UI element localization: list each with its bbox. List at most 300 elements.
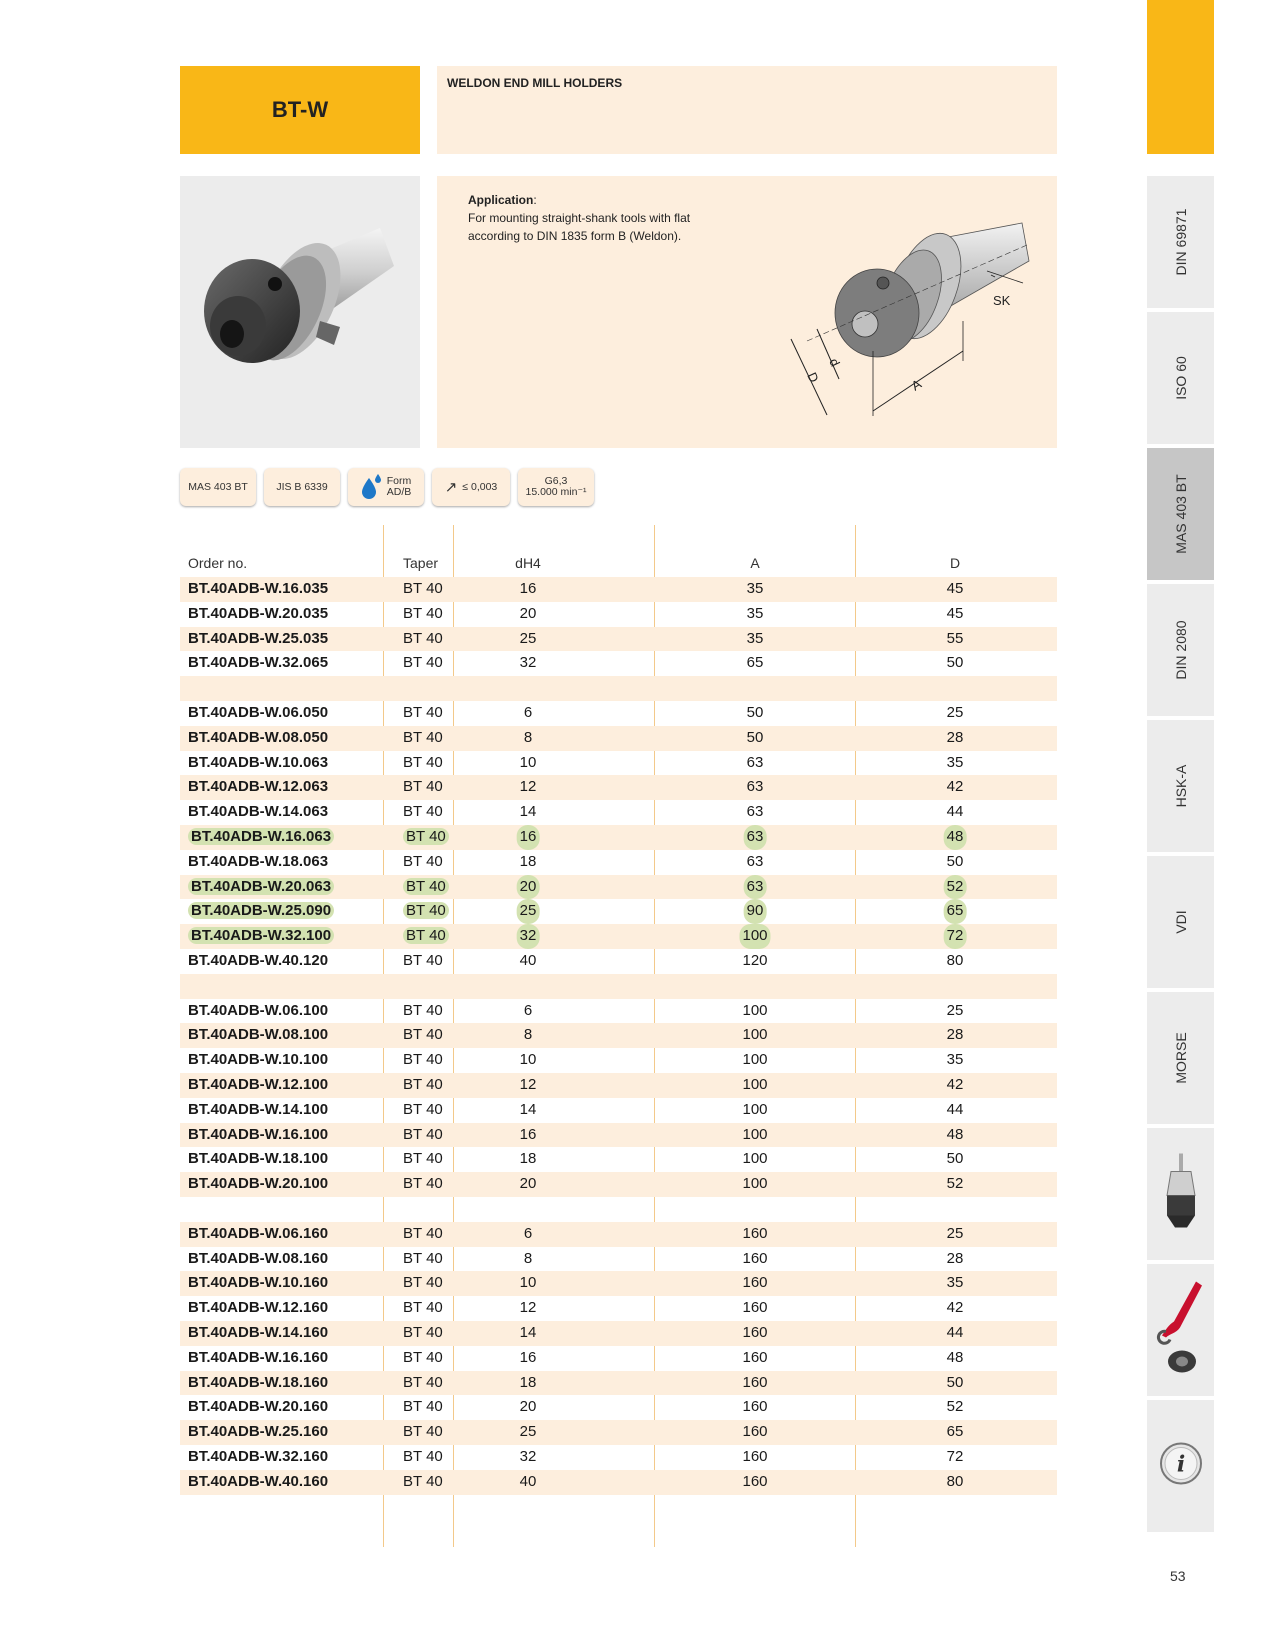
page-number: 53 xyxy=(1170,1568,1186,1584)
cell-d-value: 20 xyxy=(519,1175,537,1193)
cell-dd-value: 35 xyxy=(946,1274,964,1292)
table-row xyxy=(180,1420,1057,1445)
cell-a-value: 35 xyxy=(746,629,764,647)
drill-chuck-icon xyxy=(1161,1152,1201,1237)
cell-order xyxy=(188,775,328,800)
cell-d-value: 8 xyxy=(523,1249,533,1267)
cell-order-value: BT.40ADB-W.32.065 xyxy=(188,654,329,672)
tab-label: MORSE xyxy=(1172,1032,1189,1084)
cell-taper-value: BT 40 xyxy=(403,878,449,895)
cell-order xyxy=(188,726,328,751)
tab-din-69871[interactable] xyxy=(1147,176,1214,308)
product-title-box xyxy=(180,66,420,154)
cell-taper-value: BT 40 xyxy=(403,1249,443,1267)
cell-taper xyxy=(403,1321,443,1346)
cell-d-value: 14 xyxy=(519,1100,537,1118)
cell-order-value: BT.40ADB-W.25.090 xyxy=(188,902,334,919)
cell-d-value: 18 xyxy=(519,1150,537,1168)
cell-taper xyxy=(403,875,449,900)
cell-taper-value: BT 40 xyxy=(403,1100,443,1118)
cell-dd-value: 44 xyxy=(946,1100,964,1118)
table-row xyxy=(180,1271,1057,1296)
tab-morse[interactable] xyxy=(1147,992,1214,1124)
table-row xyxy=(180,701,1057,726)
cell-order-value: BT.40ADB-W.14.100 xyxy=(188,1100,329,1118)
cell-order-value: BT.40ADB-W.40.120 xyxy=(188,952,329,969)
cell-taper xyxy=(403,1073,443,1098)
table-row xyxy=(180,1147,1057,1172)
cell-order xyxy=(188,1023,328,1048)
cell-a-value: 160 xyxy=(742,1274,768,1292)
tab-label: VDI xyxy=(1172,910,1189,934)
product-subtitle: WELDON END MILL HOLDERS xyxy=(447,76,623,90)
header-order: Order no. xyxy=(188,555,248,571)
table-row xyxy=(180,949,1057,974)
cell-order xyxy=(188,1271,328,1296)
cell-a-value: 63 xyxy=(744,875,767,900)
cell-taper xyxy=(403,1296,443,1321)
cell-dd-value: 28 xyxy=(946,728,964,746)
cell-d-value: 25 xyxy=(519,629,537,647)
cell-taper-value: BT 40 xyxy=(403,1274,443,1292)
table-row xyxy=(180,651,1057,676)
cell-dd-value: 48 xyxy=(946,1348,964,1366)
cell-dd-value: 55 xyxy=(946,629,964,647)
cell-taper xyxy=(403,1420,443,1445)
cell-taper xyxy=(403,1346,443,1371)
cell-order-value: BT.40ADB-W.08.050 xyxy=(188,728,329,746)
cell-dd-value: 45 xyxy=(946,580,964,597)
cell-dd-value: 25 xyxy=(946,704,964,721)
application-label-colon: : xyxy=(533,193,537,207)
cell-taper-value: BT 40 xyxy=(403,1423,443,1441)
cell-a-value: 63 xyxy=(746,753,764,771)
cell-taper-value: BT 40 xyxy=(403,828,449,845)
cell-a-value: 100 xyxy=(739,924,770,949)
cell-d-value: 32 xyxy=(519,654,537,672)
table-row xyxy=(180,751,1057,776)
cell-d-value: 14 xyxy=(519,1324,537,1341)
cell-d-value: 25 xyxy=(519,1423,537,1441)
cell-d-value: 16 xyxy=(519,580,537,597)
table-row xyxy=(180,602,1057,627)
cell-a-value: 120 xyxy=(742,952,768,969)
cell-d-value: 25 xyxy=(517,899,540,924)
tab-label: ISO 60 xyxy=(1172,356,1189,400)
cell-a-value: 35 xyxy=(746,604,764,622)
cell-order xyxy=(188,577,328,602)
cell-taper xyxy=(403,701,443,726)
cell-taper-value: BT 40 xyxy=(403,927,449,944)
cell-taper xyxy=(403,800,443,825)
cell-dd-value: 28 xyxy=(946,1026,964,1044)
cell-order xyxy=(188,651,328,676)
cell-taper-value: BT 40 xyxy=(403,852,443,870)
table-row xyxy=(180,627,1057,652)
cell-taper xyxy=(403,1222,443,1247)
cell-d-value: 8 xyxy=(523,728,533,746)
cell-a-value: 63 xyxy=(746,803,764,821)
cell-taper xyxy=(403,825,449,850)
cell-taper xyxy=(403,1371,443,1396)
cell-order xyxy=(188,1371,328,1396)
cell-order xyxy=(188,1048,328,1073)
cell-dd-value: 72 xyxy=(946,1448,964,1465)
header-dd: D xyxy=(949,555,961,571)
tab-mas-403-bt[interactable] xyxy=(1147,448,1214,580)
cell-d-value: 20 xyxy=(519,604,537,622)
cell-taper xyxy=(403,775,443,800)
table-row xyxy=(180,1321,1057,1346)
tab-label: DIN 69871 xyxy=(1172,208,1189,276)
cell-order-value: BT.40ADB-W.12.160 xyxy=(188,1299,329,1317)
cell-order-value: BT.40ADB-W.16.100 xyxy=(188,1125,329,1143)
cell-dd-value: 52 xyxy=(946,1175,964,1193)
cell-d-value: 16 xyxy=(519,1348,537,1366)
cell-order xyxy=(188,1247,328,1272)
cell-order xyxy=(188,999,328,1024)
product-photo xyxy=(180,176,420,448)
cell-taper-value: BT 40 xyxy=(403,1001,443,1019)
cell-taper-value: BT 40 xyxy=(403,1051,443,1069)
cell-dd-value: 35 xyxy=(946,1051,964,1069)
application-line-1: For mounting straight-shank tools with flat xyxy=(468,211,691,225)
cell-order-value: BT.40ADB-W.32.160 xyxy=(188,1448,329,1465)
cell-d-value: 16 xyxy=(517,825,540,850)
cell-d-value: 8 xyxy=(523,1026,533,1044)
cell-taper xyxy=(403,949,443,974)
table-row xyxy=(180,1296,1057,1321)
cell-taper xyxy=(403,924,449,949)
cell-a-value: 160 xyxy=(742,1373,768,1391)
cell-order xyxy=(188,825,334,850)
cell-a-value: 50 xyxy=(746,704,764,721)
cell-a-value: 63 xyxy=(746,852,764,870)
tab-drill-chuck[interactable] xyxy=(1147,1128,1214,1260)
cell-order xyxy=(188,1147,328,1172)
cell-d-value: 10 xyxy=(519,1274,537,1292)
cell-a-value: 63 xyxy=(746,778,764,796)
header-a: A xyxy=(750,555,760,571)
application-panel xyxy=(437,176,1057,448)
tab-info[interactable] xyxy=(1147,1400,1214,1532)
cell-dd-value: 25 xyxy=(946,1224,964,1242)
cell-order xyxy=(188,1445,328,1470)
cell-dd-value: 80 xyxy=(946,952,964,969)
cell-taper-value: BT 40 xyxy=(403,1224,443,1242)
cell-order-value: BT.40ADB-W.25.035 xyxy=(188,629,329,647)
cell-taper xyxy=(403,627,443,652)
spec-chip-balance xyxy=(518,468,594,506)
diagram-label-d-large: D xyxy=(804,369,822,385)
table-spacer-row xyxy=(180,676,1057,701)
cell-order-value: BT.40ADB-W.18.063 xyxy=(188,852,329,870)
table-row xyxy=(180,1098,1057,1123)
cell-order xyxy=(188,1172,328,1197)
diagram-label-a: A xyxy=(908,376,924,394)
cell-order-value: BT.40ADB-W.32.100 xyxy=(188,927,334,944)
cell-order xyxy=(188,1321,328,1346)
application-line-2: according to DIN 1835 form B (Weldon). xyxy=(468,229,682,243)
tab-hsk-a[interactable] xyxy=(1147,720,1214,852)
tab-label: DIN 2080 xyxy=(1172,620,1189,680)
cell-taper-value: BT 40 xyxy=(403,952,443,969)
product-title: BT-W xyxy=(271,97,329,122)
cell-order xyxy=(188,1222,328,1247)
table-row xyxy=(180,1445,1057,1470)
cell-dd-value: 50 xyxy=(946,1150,964,1168)
table-row xyxy=(180,800,1057,825)
cell-a-value: 160 xyxy=(742,1324,768,1341)
header-d: dH4 xyxy=(515,555,541,571)
cell-taper-value: BT 40 xyxy=(403,604,443,622)
cell-taper-value: BT 40 xyxy=(403,728,443,746)
cell-order-value: BT.40ADB-W.10.100 xyxy=(188,1051,329,1069)
cell-taper-value: BT 40 xyxy=(403,1398,443,1416)
cell-dd-value: 48 xyxy=(944,825,967,850)
cell-taper-value: BT 40 xyxy=(403,1448,443,1465)
cell-a-value: 160 xyxy=(742,1398,768,1416)
cell-order-value: BT.40ADB-W.06.160 xyxy=(188,1224,329,1242)
cell-d-value: 32 xyxy=(519,1448,537,1465)
spec-chip-coolant xyxy=(348,468,424,506)
coolant-drop-icon xyxy=(361,473,383,501)
cell-a-value: 100 xyxy=(742,1051,768,1069)
cell-a-value: 100 xyxy=(742,1100,768,1118)
cell-dd-value: 72 xyxy=(944,924,967,949)
coolant-line-1: Form xyxy=(386,475,412,487)
cell-a-value: 65 xyxy=(746,654,764,672)
cell-d-value: 32 xyxy=(517,924,540,949)
table-row xyxy=(180,1395,1057,1420)
cell-a-value: 160 xyxy=(742,1423,768,1441)
cell-d-value: 14 xyxy=(519,803,537,821)
cell-order xyxy=(188,1073,328,1098)
cell-taper xyxy=(403,751,443,776)
table-row xyxy=(180,825,1057,850)
table-row xyxy=(180,1346,1057,1371)
cell-taper-value: BT 40 xyxy=(403,753,443,771)
cell-order-value: BT.40ADB-W.14.160 xyxy=(188,1324,329,1341)
cell-order-value: BT.40ADB-W.40.160 xyxy=(188,1472,329,1490)
cell-order-value: BT.40ADB-W.06.100 xyxy=(188,1001,329,1019)
tab-wrench-nut[interactable] xyxy=(1147,1264,1214,1396)
table-row xyxy=(180,999,1057,1024)
wrench-nut-icon xyxy=(1156,1278,1206,1383)
tab-din-2080[interactable] xyxy=(1147,584,1214,716)
cell-order xyxy=(188,850,328,875)
cell-order xyxy=(188,949,328,974)
cell-order-value: BT.40ADB-W.16.063 xyxy=(188,828,334,845)
table-spacer-row xyxy=(180,1197,1057,1222)
cell-order-value: BT.40ADB-W.08.160 xyxy=(188,1249,329,1267)
table-row xyxy=(180,1470,1057,1495)
cell-a-value: 160 xyxy=(742,1472,768,1490)
cell-order xyxy=(188,899,334,924)
tab-iso-60[interactable] xyxy=(1147,312,1214,444)
table-row xyxy=(180,775,1057,800)
cell-taper-value: BT 40 xyxy=(403,1373,443,1391)
cell-order-value: BT.40ADB-W.20.035 xyxy=(188,604,329,622)
cell-a-value: 90 xyxy=(744,899,767,924)
table-row xyxy=(180,577,1057,602)
cell-a-value: 160 xyxy=(742,1448,768,1465)
cell-taper xyxy=(403,651,443,676)
cell-taper xyxy=(403,726,443,751)
cell-dd-value: 45 xyxy=(946,604,964,622)
cell-d-value: 6 xyxy=(523,1224,533,1242)
cell-taper-value: BT 40 xyxy=(403,654,443,672)
cell-taper-value: BT 40 xyxy=(403,704,443,721)
tab-top-accent xyxy=(1147,0,1214,154)
cell-order xyxy=(188,875,334,900)
cell-taper-value: BT 40 xyxy=(403,1076,443,1093)
cell-order-value: BT.40ADB-W.12.100 xyxy=(188,1076,329,1093)
cell-dd-value: 52 xyxy=(944,875,967,900)
table-row xyxy=(180,924,1057,949)
table-row xyxy=(180,875,1057,900)
cell-taper xyxy=(403,1123,443,1148)
runout-label: ≤ 0,003 xyxy=(462,480,498,493)
spec-chip-standard-2 xyxy=(264,468,340,506)
cell-order xyxy=(188,602,328,627)
cell-taper-value: BT 40 xyxy=(403,803,443,821)
diagram-label-d-small: d xyxy=(826,355,843,369)
cell-d-value: 6 xyxy=(523,1001,533,1019)
cell-a-value: 100 xyxy=(742,1076,768,1093)
cell-a-value: 160 xyxy=(742,1224,768,1242)
cell-order xyxy=(188,751,328,776)
cell-order xyxy=(188,800,328,825)
table-row xyxy=(180,1023,1057,1048)
cell-a-value: 100 xyxy=(742,1150,768,1168)
dimension-diagram xyxy=(777,201,1057,441)
cell-taper xyxy=(403,1098,443,1123)
cell-taper-value: BT 40 xyxy=(403,1299,443,1317)
cell-dd-value: 25 xyxy=(946,1001,964,1019)
cell-order xyxy=(188,1420,328,1445)
cell-d-value: 18 xyxy=(519,1373,537,1391)
cell-d-value: 16 xyxy=(519,1125,537,1143)
cell-order-value: BT.40ADB-W.18.100 xyxy=(188,1150,329,1168)
tab-vdi[interactable] xyxy=(1147,856,1214,988)
cell-d-value: 6 xyxy=(523,704,533,721)
cell-a-value: 63 xyxy=(744,825,767,850)
cell-order xyxy=(188,1098,328,1123)
cell-taper xyxy=(403,899,449,924)
cell-order-value: BT.40ADB-W.18.160 xyxy=(188,1373,329,1391)
cell-taper xyxy=(403,602,443,627)
table-row xyxy=(180,899,1057,924)
cell-taper xyxy=(403,1395,443,1420)
cell-dd-value: 35 xyxy=(946,753,964,771)
cell-dd-value: 44 xyxy=(946,1324,964,1341)
table-spacer-row xyxy=(180,974,1057,999)
cell-order xyxy=(188,1123,328,1148)
cell-a-value: 160 xyxy=(742,1348,768,1366)
cell-taper xyxy=(403,1023,443,1048)
coolant-line-2: AD/B xyxy=(386,486,412,498)
product-subtitle-box xyxy=(437,66,1057,154)
cell-taper-value: BT 40 xyxy=(403,629,443,647)
cell-a-value: 100 xyxy=(742,1026,768,1044)
cell-order-value: BT.40ADB-W.20.100 xyxy=(188,1175,329,1193)
cell-d-value: 20 xyxy=(517,875,540,900)
spec-standard-2-label: JIS B 6339 xyxy=(276,480,328,493)
cell-taper xyxy=(403,577,443,602)
cell-dd-value: 50 xyxy=(946,654,964,672)
cell-taper-value: BT 40 xyxy=(403,1348,443,1366)
cell-order-value: BT.40ADB-W.25.160 xyxy=(188,1423,329,1441)
application-label: Application xyxy=(468,193,534,207)
cell-taper-value: BT 40 xyxy=(403,778,443,796)
cell-order-value: BT.40ADB-W.20.160 xyxy=(188,1398,329,1416)
cell-a-value: 100 xyxy=(742,1125,768,1143)
balance-line-1: G6,3 xyxy=(544,475,568,487)
cell-taper xyxy=(403,1470,443,1495)
cell-taper xyxy=(403,850,443,875)
cell-d-value: 20 xyxy=(519,1398,537,1416)
cell-d-value: 18 xyxy=(519,852,537,870)
cell-order-value: BT.40ADB-W.16.035 xyxy=(188,580,329,597)
spec-standard-1-label: MAS 403 BT xyxy=(188,480,248,493)
cell-dd-value: 42 xyxy=(946,778,964,796)
cell-taper-value: BT 40 xyxy=(403,1026,443,1044)
table-row xyxy=(180,1222,1057,1247)
cell-dd-value: 42 xyxy=(946,1299,964,1317)
cell-order xyxy=(188,701,328,726)
diagram-label-sk: SK xyxy=(993,293,1011,308)
cell-dd-value: 80 xyxy=(946,1472,964,1490)
cell-order xyxy=(188,627,328,652)
cell-taper xyxy=(403,1172,443,1197)
application-text xyxy=(468,191,768,245)
cell-order-value: BT.40ADB-W.06.050 xyxy=(188,704,329,721)
balance-line-2: 15.000 min⁻¹ xyxy=(525,486,587,498)
cell-taper-value: BT 40 xyxy=(403,902,449,919)
cell-dd-value: 44 xyxy=(946,803,964,821)
cell-d-value: 12 xyxy=(519,1076,537,1093)
cell-a-value: 160 xyxy=(742,1249,768,1267)
table-row xyxy=(180,1371,1057,1396)
cell-dd-value: 65 xyxy=(944,899,967,924)
cell-taper-value: BT 40 xyxy=(403,1175,443,1193)
table-row xyxy=(180,1123,1057,1148)
cell-order-value: BT.40ADB-W.12.063 xyxy=(188,778,329,796)
cell-order xyxy=(188,1395,328,1420)
table-row xyxy=(180,1247,1057,1272)
cell-a-value: 35 xyxy=(746,580,764,597)
cell-taper-value: BT 40 xyxy=(403,1324,443,1341)
cell-taper-value: BT 40 xyxy=(403,1125,443,1143)
table-row xyxy=(180,1172,1057,1197)
table-row xyxy=(180,726,1057,751)
cell-order-value: BT.40ADB-W.14.063 xyxy=(188,803,329,821)
header-taper: Taper xyxy=(403,555,439,571)
cell-d-value: 40 xyxy=(519,1472,537,1490)
cell-order xyxy=(188,1470,328,1495)
svg-text:i: i xyxy=(1176,1451,1185,1478)
table-row xyxy=(180,850,1057,875)
cell-dd-value: 42 xyxy=(946,1076,964,1093)
cell-a-value: 160 xyxy=(742,1299,768,1317)
cell-dd-value: 65 xyxy=(946,1423,964,1441)
cell-taper-value: BT 40 xyxy=(403,1150,443,1168)
product-table xyxy=(180,525,1057,1547)
cell-a-value: 100 xyxy=(742,1001,768,1019)
cell-d-value: 12 xyxy=(519,1299,537,1317)
cell-taper-value: BT 40 xyxy=(403,580,443,597)
